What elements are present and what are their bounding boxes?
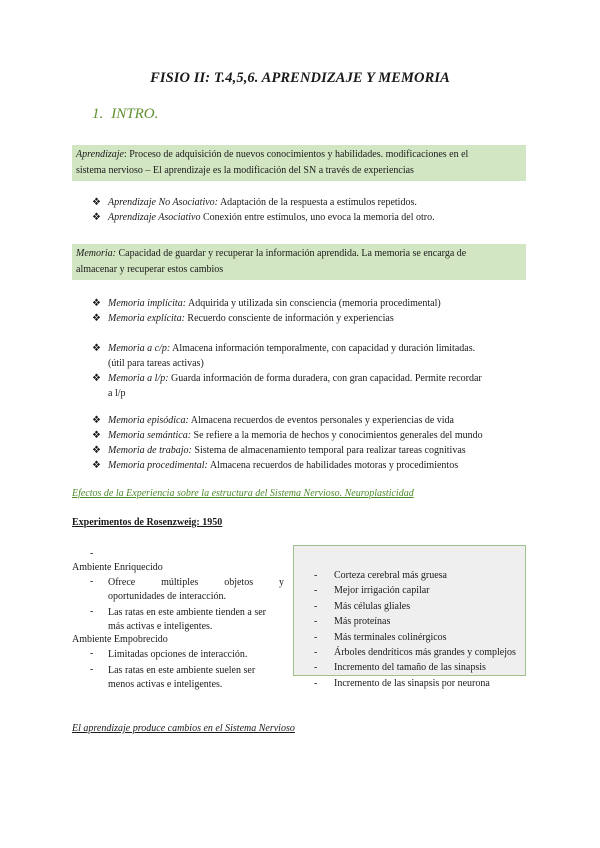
learning-types-list — [92, 195, 532, 225]
memory-list-1 — [92, 296, 532, 326]
item-desc: Adaptación de la respuesta a estímulos repetidos. — [218, 197, 417, 208]
dash-marker: - — [314, 570, 318, 581]
enriched-item-2 — [90, 606, 284, 634]
effect-text: Más terminales colinérgicos — [334, 631, 447, 643]
list-item — [92, 195, 532, 210]
list-item — [92, 458, 532, 473]
list-item — [314, 660, 516, 675]
effect-text: Árboles dendríticos más grandes y complejos — [334, 647, 516, 659]
effect-text: Mejor irrigación capilar — [334, 585, 430, 597]
item-term: Memoria de trabajo: — [108, 445, 192, 456]
list-item — [314, 568, 516, 583]
list-item — [314, 599, 516, 614]
diamond-bullet-icon: ❖ — [92, 212, 101, 223]
list-item — [92, 296, 532, 311]
section-number: 1. — [92, 106, 104, 122]
item-term: Aprendizaje Asociativo — [108, 212, 201, 223]
item-term: Memoria semántica: — [108, 430, 192, 441]
dash-marker: - — [314, 662, 318, 674]
item-text-line1: Las ratas en este ambiente suelen ser — [108, 665, 256, 676]
item-text-line2: más activas e inteligentes. — [108, 621, 213, 632]
item-desc: Conexión entre estímulos, uno evoca la memoria del otro. — [200, 212, 435, 223]
list-item — [92, 428, 532, 443]
diamond-bullet-icon: ❖ — [92, 298, 101, 309]
effect-text: Corteza cerebral más gruesa — [334, 570, 447, 581]
definition-term: Aprendizaje — [76, 149, 124, 160]
enriched-label: Ambiente Enriquecido — [72, 562, 163, 573]
dash-marker: - — [314, 585, 318, 597]
list-item — [92, 341, 532, 371]
diamond-bullet-icon: ❖ — [92, 430, 101, 441]
item-desc: Guarda información de forma duradera, con gran capacidad. Permite recordar — [168, 373, 482, 384]
item-term: Memoria explícita: — [108, 313, 185, 324]
list-item — [92, 371, 532, 401]
enriched-item-1 — [90, 576, 284, 604]
definition-text-line1: Capacidad de guardar y recuperar la información aprendida. La memoria se encarga de — [116, 248, 467, 259]
item-desc: Recuerdo consciente de información y experiencias — [184, 313, 394, 324]
list-item — [314, 630, 516, 645]
item-desc-cont: a l/p — [108, 388, 126, 399]
list-item — [314, 645, 516, 660]
dash-marker: - — [90, 648, 94, 659]
impoverished-item-1 — [90, 648, 284, 662]
list-item — [314, 614, 516, 629]
definition-text-line1: : Proceso de adquisición de nuevos conocimientos y habilidades. modificaciones en el — [123, 149, 469, 160]
dash-marker: - — [90, 606, 94, 617]
item-term: Memoria implícita: — [108, 298, 187, 309]
item-desc: Almacena recuerdos de eventos personales y experiencias de vida — [188, 415, 454, 426]
item-term: Memoria episódica: — [108, 415, 189, 426]
item-text-line1: Ofrece múltiples objetos y — [108, 577, 284, 588]
experiments-heading: Experimentos de Rosenzweig: 1950 — [72, 517, 223, 528]
definition-text-line2: sistema nervioso – El aprendizaje es la modificación del SN a través de experiencias — [76, 165, 414, 176]
list-item — [92, 443, 532, 458]
item-term: Memoria procedimental: — [108, 460, 208, 471]
page-title: FISIO II: T.4,5,6. APRENDIZAJE Y MEMORIA — [150, 70, 450, 86]
item-desc: Sistema de almacenamiento temporal para realizar tareas cognitivas — [191, 445, 466, 456]
effect-text: Más células gliales — [334, 600, 411, 612]
definition-text-line2: almacenar y recuperar estos cambios — [76, 264, 224, 275]
section-label: INTRO. — [111, 106, 159, 122]
footer-note: El aprendizaje produce cambios en el Sistema Nervioso — [72, 723, 295, 734]
list-item — [314, 676, 516, 691]
dash-marker: - — [90, 664, 94, 675]
effect-text: Incremento de las sinapsis por neurona — [334, 677, 490, 689]
impoverished-item-2 — [90, 664, 284, 692]
item-desc: Adquirida y utilizada sin consciencia (memoria procedimental) — [186, 298, 441, 309]
dash-marker: - — [314, 616, 318, 628]
effect-text: Más proteínas — [334, 616, 391, 628]
diamond-bullet-icon: ❖ — [92, 460, 101, 471]
diamond-bullet-icon: ❖ — [92, 415, 101, 426]
item-text-line1: Las ratas en este ambiente tienden a ser — [108, 607, 266, 618]
impoverished-label: Ambiente Empobrecido — [72, 634, 168, 645]
list-item — [92, 210, 532, 225]
effects-list — [314, 568, 516, 691]
diamond-bullet-icon: ❖ — [92, 313, 101, 324]
diamond-bullet-icon: ❖ — [92, 343, 101, 354]
item-desc: Almacena información temporalmente, con capacidad y duración limitadas. — [170, 343, 476, 354]
dash-marker: - — [90, 576, 94, 587]
dash-marker: - — [314, 600, 318, 612]
diamond-bullet-icon: ❖ — [92, 197, 101, 208]
empty-dash: - — [90, 548, 94, 559]
definition-box-aprendizaje — [72, 145, 526, 181]
item-term: Memoria a c/p: — [108, 343, 171, 354]
section-heading — [92, 106, 158, 123]
definition-term: Memoria: — [76, 248, 116, 259]
effect-text: Incremento del tamaño de las sinapsis — [334, 662, 486, 674]
diamond-bullet-icon: ❖ — [92, 445, 101, 456]
item-desc-cont: (útil para tareas activas) — [108, 358, 204, 369]
dash-marker: - — [314, 647, 318, 659]
item-text-line1: Limitadas opciones de interacción. — [108, 649, 248, 660]
item-term: Aprendizaje No Asociativo: — [108, 197, 218, 208]
list-item — [314, 583, 516, 598]
memory-list-2 — [92, 341, 532, 401]
diamond-bullet-icon: ❖ — [92, 373, 101, 384]
item-term: Memoria a l/p: — [108, 373, 169, 384]
memory-list-3 — [92, 413, 532, 473]
item-desc: Se refiere a la memoria de hechos y conocimientos generales del mundo — [191, 430, 483, 441]
list-item — [92, 311, 532, 326]
item-text-line2: oportunidades de interacción. — [108, 591, 227, 602]
item-text-line2: menos activas e inteligentes. — [108, 679, 223, 690]
item-desc: Almacena recuerdos de habilidades motoras y procedimientos — [207, 460, 459, 471]
list-item — [92, 413, 532, 428]
neuroplasticity-link[interactable]: Efectos de la Experiencia sobre la estructura del Sistema Nervioso. Neuroplasticidad — [72, 488, 414, 499]
definition-box-memoria — [72, 244, 526, 280]
dash-marker: - — [314, 631, 318, 643]
dash-marker: - — [314, 677, 318, 689]
effects-box — [293, 545, 526, 689]
